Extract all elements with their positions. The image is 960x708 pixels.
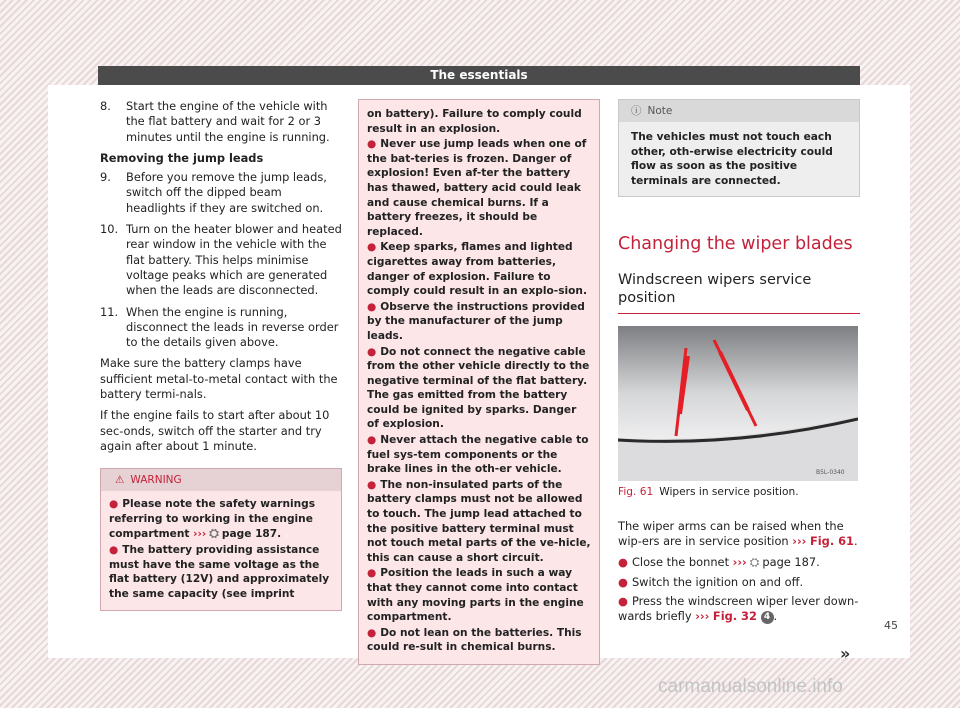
warning-box bbox=[100, 468, 342, 611]
bullet-icon: ● bbox=[109, 544, 119, 557]
step-11 bbox=[100, 305, 342, 351]
figure-caption-text: Wipers in service position. bbox=[659, 486, 799, 499]
warning-item: ● Please note the safety warnings referring to working in the engine compartment ››› ⛭ page 187. bbox=[109, 498, 316, 541]
subheading-removing-leads: Removing the jump leads bbox=[100, 150, 264, 165]
warning-item: ● Never attach the negative cable to fuel sys-tem components or the brake lines in the oth-er vehicle. bbox=[367, 434, 589, 476]
callout-number: 4 bbox=[761, 611, 774, 624]
note-text: The vehicles must not touch each other, oth-erwise electricity could flow as soon as the positive terminals are connected. bbox=[631, 131, 833, 187]
middle-column bbox=[358, 99, 600, 665]
paragraph-retry: If the engine fails to start after about 10 sec-onds, switch off the starter and try again after about 1 minute. bbox=[100, 408, 330, 453]
wipers-illustration bbox=[618, 326, 858, 481]
cross-ref-arrows[interactable]: ››› bbox=[695, 609, 710, 624]
warning-header bbox=[101, 469, 341, 491]
cross-ref-arrows[interactable]: ››› bbox=[732, 555, 747, 570]
warning-body bbox=[101, 491, 341, 610]
right-column bbox=[618, 99, 860, 625]
warning-item: ● The battery providing assistance must have the same voltage as the flat battery (12V) and approximately the same capacity (see imprint bbox=[109, 544, 330, 600]
heading-service-position: Windscreen wipers service position bbox=[618, 271, 860, 314]
paragraph-clamps: Make sure the battery clamps have sufficient metal-to-metal contact with the battery termi-nals. bbox=[100, 356, 338, 402]
watermark: carmanualsonline.info bbox=[658, 676, 843, 697]
engine-compartment-icon: ⛭ bbox=[209, 526, 219, 541]
step-number: 9. bbox=[100, 170, 111, 185]
bullet-icon: ● bbox=[367, 300, 377, 313]
figure-number: Fig. 61 bbox=[618, 486, 654, 499]
step-text: Turn on the heater blower and heated rear window in the vehicle with the flat battery. This helps minimise voltage peaks which are generated when the leads are disconnected. bbox=[126, 222, 342, 298]
warning-triangle-icon: ⚠ bbox=[115, 474, 125, 487]
figure-caption bbox=[618, 485, 860, 500]
instruction-item: ● Switch the ignition on and off. bbox=[618, 574, 804, 589]
figure-wipers bbox=[618, 326, 858, 481]
windscreen-glass bbox=[618, 326, 858, 439]
warning-label: WARNING bbox=[130, 474, 182, 487]
bullet-icon: ● bbox=[367, 345, 377, 358]
instruction-item: ● Press the windscreen wiper lever down-wards briefly ››› Fig. 32 4 . bbox=[618, 593, 859, 624]
note-header bbox=[619, 100, 859, 122]
bullet-icon: ● bbox=[367, 567, 377, 580]
step-text: When the engine is running, disconnect the leads in reverse order to the details given above. bbox=[126, 304, 339, 350]
step-text: Start the engine of the vehicle with the flat battery and wait for 2 or 3 minutes until the engine is running. bbox=[126, 99, 330, 144]
bullet-icon: ● bbox=[367, 138, 377, 151]
page-link[interactable]: page 187. bbox=[221, 528, 282, 541]
step-text: Before you remove the jump leads, switch off the dipped beam headlights if they are switched on. bbox=[126, 170, 327, 215]
warning-box-continued bbox=[358, 99, 600, 665]
warning-item: ● Do not lean on the batteries. This could re-sult in chemical burns. bbox=[367, 626, 582, 654]
continued-mark: » bbox=[840, 644, 851, 663]
bullet-icon: ● bbox=[367, 434, 377, 447]
cross-ref-arrows[interactable]: ››› bbox=[792, 533, 807, 548]
instruction-item: ● Close the bonnet ››› ⛭ page 187. bbox=[618, 555, 820, 570]
figure-link[interactable]: Fig. 61 bbox=[810, 533, 854, 548]
cross-ref-arrows[interactable]: ››› bbox=[193, 528, 207, 541]
heading-changing-wiper-blades: Changing the wiper blades bbox=[618, 234, 853, 255]
page-number: 45 bbox=[884, 619, 898, 632]
step-number: 11. bbox=[100, 304, 119, 319]
warning-item: ● Position the leads in such a way that they cannot come into contact with any moving parts in the engine compartment. bbox=[367, 567, 584, 624]
bullet-icon: ● bbox=[618, 593, 628, 608]
step-9 bbox=[100, 170, 342, 216]
section-header: The essentials bbox=[98, 66, 860, 85]
bullet-icon: ● bbox=[367, 478, 377, 491]
step-8 bbox=[100, 99, 342, 145]
warning-item: ● Observe the instructions provided by the manufacturer of the jump leads. bbox=[367, 300, 585, 342]
warning-item: ● The non-insulated parts of the battery clamps must not be allowed to touch. The jump lead attached to the positive battery terminal must not touch metal parts of the ve-hicle, this can cause a short circuit. bbox=[367, 478, 591, 564]
figure-link[interactable]: Fig. 32 bbox=[712, 609, 757, 624]
left-column bbox=[100, 99, 342, 611]
step-number: 10. bbox=[100, 222, 119, 237]
warning-item: ● Never use jump leads when one of the bat-teries is frozen. Danger of explosion! Even af-ter the battery has thawed, battery acid could leak and cause chemical burns. If a battery freezes, it should be replaced. bbox=[367, 138, 587, 238]
bullet-icon: ● bbox=[367, 241, 377, 254]
warning-body-continued bbox=[359, 100, 599, 664]
paragraph-service-position: The wiper arms can be raised when the wip-ers are in service position ››› Fig. 61. bbox=[618, 518, 858, 548]
page-link[interactable]: page 187 bbox=[762, 555, 817, 570]
warning-continuation: on battery). Failure to comply could result in an explosion. bbox=[367, 108, 582, 135]
step-number: 8. bbox=[100, 99, 111, 113]
warning-item: ● Do not connect the negative cable from the other vehicle directly to the negative terminal of the flat battery. The gas emitted from the battery could be ignited by sparks. Danger of explosion. bbox=[367, 345, 590, 431]
engine-compartment-icon: ⛭ bbox=[749, 555, 760, 570]
bullet-icon: ● bbox=[367, 626, 377, 639]
note-label: Note bbox=[647, 105, 673, 117]
warning-item: ● Keep sparks, flames and lighted cigarettes away from batteries, danger of explosion. Failure to comply could result in an explo-sion. bbox=[367, 241, 587, 298]
step-10 bbox=[100, 222, 342, 298]
note-box bbox=[618, 99, 860, 197]
bullet-icon: ● bbox=[109, 498, 119, 511]
info-icon: ⓘ bbox=[631, 105, 642, 117]
bullet-icon: ● bbox=[618, 574, 628, 589]
bullet-icon: ● bbox=[618, 555, 628, 570]
figure-code: B5L-0340 bbox=[816, 469, 845, 477]
